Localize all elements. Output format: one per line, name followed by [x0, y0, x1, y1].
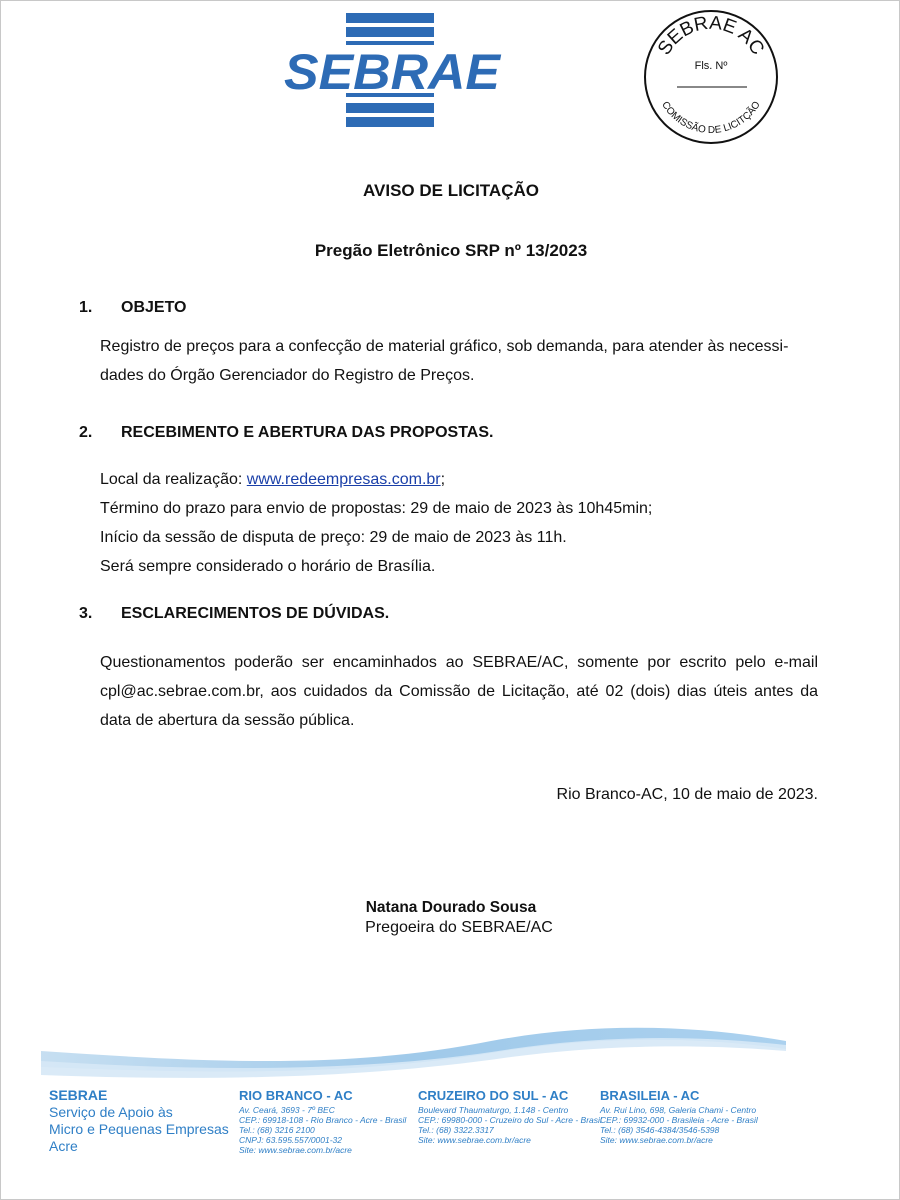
section-3-line: data de abertura da sessão pública.: [100, 712, 355, 729]
footer-org-name: SEBRAE: [49, 1087, 108, 1103]
document-subtitle: Pregão Eletrônico SRP nº 13/2023: [314, 241, 588, 260]
section-1-number: 1.: [79, 299, 93, 316]
footer-org-line: Acre: [49, 1138, 78, 1154]
office-line: CEP.: 69980-000 - Cruzeiro do Sul - Acre - Brasil: [418, 1115, 602, 1125]
section-2-heading: RECEBIMENTO E ABERTURA DAS PROPOSTAS.: [121, 424, 494, 441]
section-3-heading: ESCLARECIMENTOS DE DÚVIDAS.: [121, 605, 390, 622]
office-rio-branco: [239, 1088, 406, 1155]
office-city: BRASILEIA - AC: [600, 1088, 700, 1103]
office-line: Tel.: (68) 3546-4384/3546-5398: [600, 1125, 720, 1135]
local-line: [100, 465, 818, 494]
svg-text:COMISSÃO DE LICITÇÃO: [659, 99, 763, 136]
section-3-line: cpl@ac.sebrae.com.br, aos cuidados da Comissão de Licitação, até 02 (dois) dias úteis antes da: [100, 683, 818, 700]
section-2-line: Término do prazo para envio de propostas: 29 de maio de 2023 às 10h45min;: [100, 500, 653, 517]
section-2-line: Início da sessão de disputa de preço: 29 de maio de 2023 às 11h.: [100, 529, 567, 546]
section-2-line: Será sempre considerado o horário de Brasília.: [100, 558, 436, 575]
section-2-number: 2.: [79, 424, 93, 441]
commission-stamp: [641, 7, 781, 147]
office-city: RIO BRANCO - AC: [239, 1088, 353, 1103]
office-line: Site: www.sebrae.com.br/acre: [239, 1145, 352, 1155]
office-line: Site: www.sebrae.com.br/acre: [600, 1135, 713, 1145]
office-brasileia: [600, 1088, 758, 1145]
sebrae-logo: [281, 11, 503, 133]
redeempresas-link[interactable]: www.redeempresas.com.br: [246, 471, 441, 488]
stamp-label: Fls. Nº: [694, 60, 728, 72]
signatory-role: Pregoeira do SEBRAE/AC: [365, 919, 553, 936]
office-line: CEP.: 69918-108 - Rio Branco - Acre - Brasil: [239, 1115, 407, 1125]
logo-text: SEBRAE: [284, 44, 502, 100]
office-line: CEP.: 69932-000 - Brasileia - Acre - Brasil: [600, 1115, 758, 1125]
svg-text:SEBRAE AC: [654, 13, 768, 59]
local-suffix: ;: [440, 471, 446, 488]
office-line: Boulevard Thaumaturgo, 1.148 - Centro: [418, 1105, 569, 1115]
signatory-name: Natana Dourado Sousa: [365, 899, 537, 916]
office-line: CNPJ: 63.595.557/0001-32: [239, 1135, 343, 1145]
section-3-number: 3.: [79, 605, 93, 622]
office-line: Tel.: (68) 3322.3317: [418, 1125, 494, 1135]
section-1-heading: OBJETO: [121, 299, 187, 316]
office-line: Av. Rui Lino, 698, Galeria Chami - Centro: [600, 1105, 757, 1115]
office-city: CRUZEIRO DO SUL - AC: [418, 1088, 569, 1103]
footer-org-line: Micro e Pequenas Empresas: [49, 1121, 229, 1137]
section-1-line: Registro de preços para a confecção de material gráfico, sob demanda, para atender às necessi-: [100, 338, 789, 355]
footer-org-line: Serviço de Apoio às: [49, 1104, 173, 1120]
section-2-body: [100, 465, 818, 581]
office-cruzeiro-do-sul: [418, 1088, 602, 1145]
local-label: Local da realização:: [100, 471, 247, 488]
section-1-line: dades do Órgão Gerenciador do Registro de Preços.: [100, 367, 475, 384]
footer-organization: [49, 1087, 229, 1155]
section-3-body: [100, 648, 818, 735]
stamp-top-text: SEBRAE AC: [653, 12, 769, 59]
footer-wave-decoration: [41, 1011, 786, 1081]
place-date: Rio Branco-AC, 10 de maio de 2023.: [556, 786, 818, 803]
office-line: Av. Ceará, 3693 - 7º BEC: [239, 1105, 335, 1115]
office-line: Site: www.sebrae.com.br/acre: [418, 1135, 531, 1145]
section-3-line: Questionamentos poderão ser encaminhados ao SEBRAE/AC, somente por escrito pelo e-mail: [100, 654, 818, 671]
stamp-bottom-text: COMISSÃO DE LICITÇÃO: [659, 99, 763, 137]
document-title: AVISO DE LICITAÇÃO: [363, 181, 539, 200]
office-line: Tel.: (68) 3216 2100: [239, 1125, 315, 1135]
section-1-body: [100, 332, 818, 390]
